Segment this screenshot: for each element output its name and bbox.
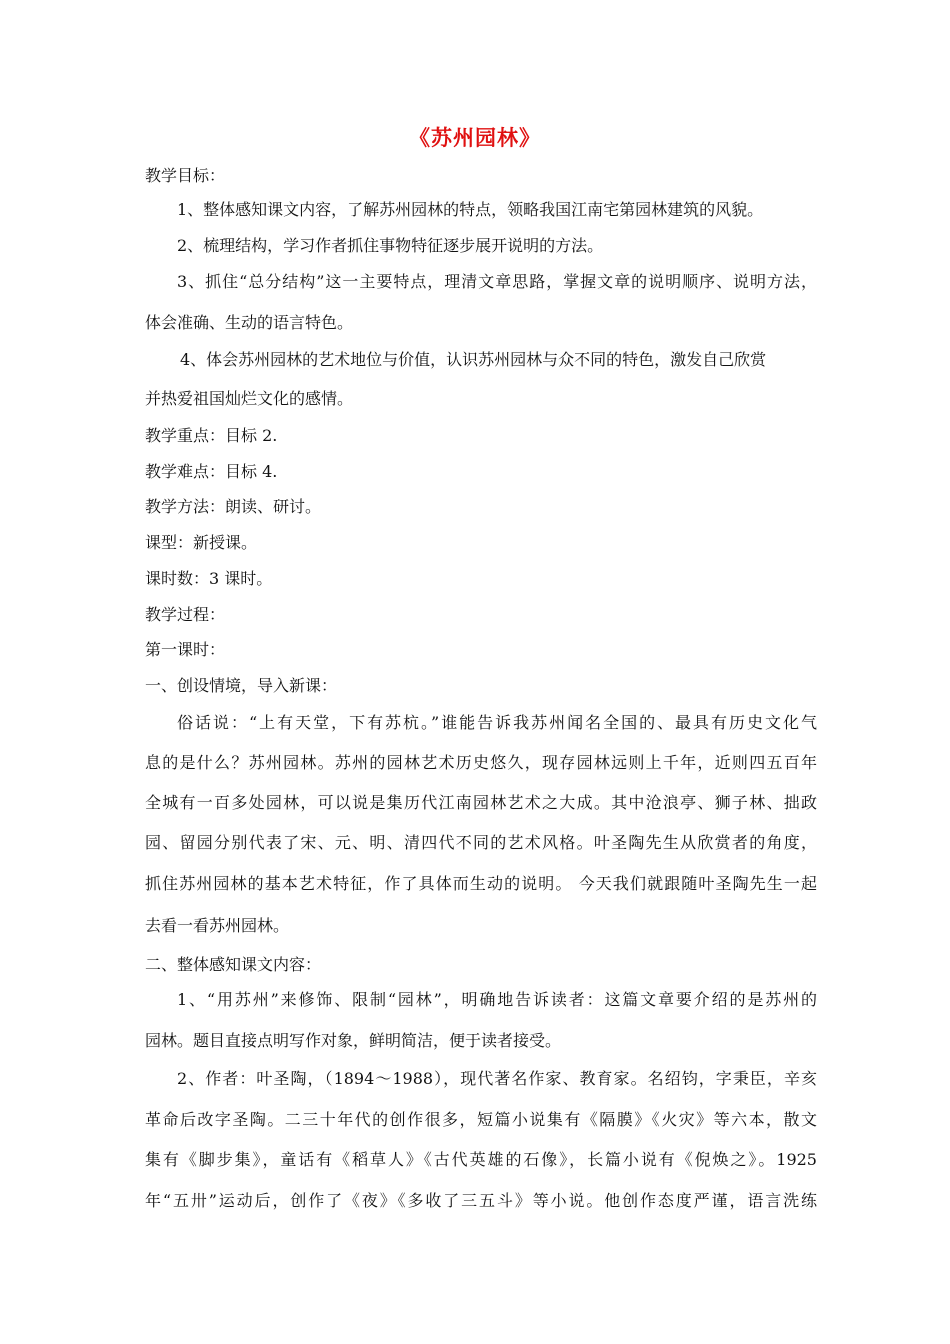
text-line: 息的是什么？苏州园林。苏州的园林艺术历史悠久，现存园林远则上千年，近则四五百年 [145,753,817,772]
text-line: 抓住苏州园林的基本艺术特征，作了具体而生动的说明。 今天我们就跟随叶圣陶先生一起 [145,874,817,893]
text-line: 俗话说：“上有天堂，下有苏杭。”谁能告诉我苏州闻名全国的、最具有历史文化气 [177,713,817,732]
text-line: 革命后改字圣陶。二三十年代的创作很多，短篇小说集有《隔膜》《火灾》等六本，散文 [145,1110,817,1129]
text-line: 2、梳理结构，学习作者抓住事物特征逐步展开说明的方法。 [177,236,604,255]
text-line: 集有《脚步集》，童话有《稻草人》《古代英雄的石像》，长篇小说有《倪焕之》。1925 [145,1150,817,1169]
text-line: 教学难点：目标 4. [145,462,278,481]
text-line: 教学方法：朗读、研讨。 [145,497,322,516]
document-title: 《苏州园林》 [409,126,541,150]
text-line: 第一课时： [145,640,226,659]
text-line: 教学过程： [145,605,226,624]
text-line: 1、整体感知课文内容，了解苏州园林的特点，领略我国江南宅第园林建筑的风貌。 [177,200,764,219]
text-line: 2、作者：叶圣陶，（1894～1988），现代著名作家、教育家。名绍钧，字秉臣，辛亥 [177,1069,817,1088]
text-line: 去看一看苏州园林。 [145,916,290,935]
text-line: 4、体会苏州园林的艺术地位与价值，认识苏州园林与众不同的特色，激发自己欣赏 [180,350,767,369]
text-line: 体会准确、生动的语言特色。 [145,313,354,332]
text-line: 1、“用苏州”来修饰、限制“园林”，明确地告诉读者：这篇文章要介绍的是苏州的 [177,990,817,1009]
text-line: 全城有一百多处园林，可以说是集历代江南园林艺术之大成。其中沧浪亭、狮子林、拙政 [145,793,817,812]
text-line: 并热爱祖国灿烂文化的感情。 [145,389,354,408]
text-line: 年“五卅”运动后，创作了《夜》《多收了三五斗》等小说。他创作态度严谨，语言洗练 [145,1191,817,1210]
text-line: 教学目标： [145,166,226,185]
text-line: 3、抓住“总分结构”这一主要特点，理清文章思路，掌握文章的说明顺序、说明方法， [177,272,817,291]
text-line: 教学重点：目标 2. [145,426,278,445]
text-line: 一、创设情境，导入新课： [145,676,338,695]
text-line: 课型：新授课。 [145,533,258,552]
text-line: 二、整体感知课文内容： [145,955,322,974]
text-line: 课时数：3 课时。 [145,569,273,588]
text-line: 园、留园分别代表了宋、元、明、清四代不同的艺术风格。叶圣陶先生从欣赏者的角度， [145,833,817,852]
text-line: 园林。题目直接点明写作对象，鲜明简洁，便于读者接受。 [145,1031,562,1050]
